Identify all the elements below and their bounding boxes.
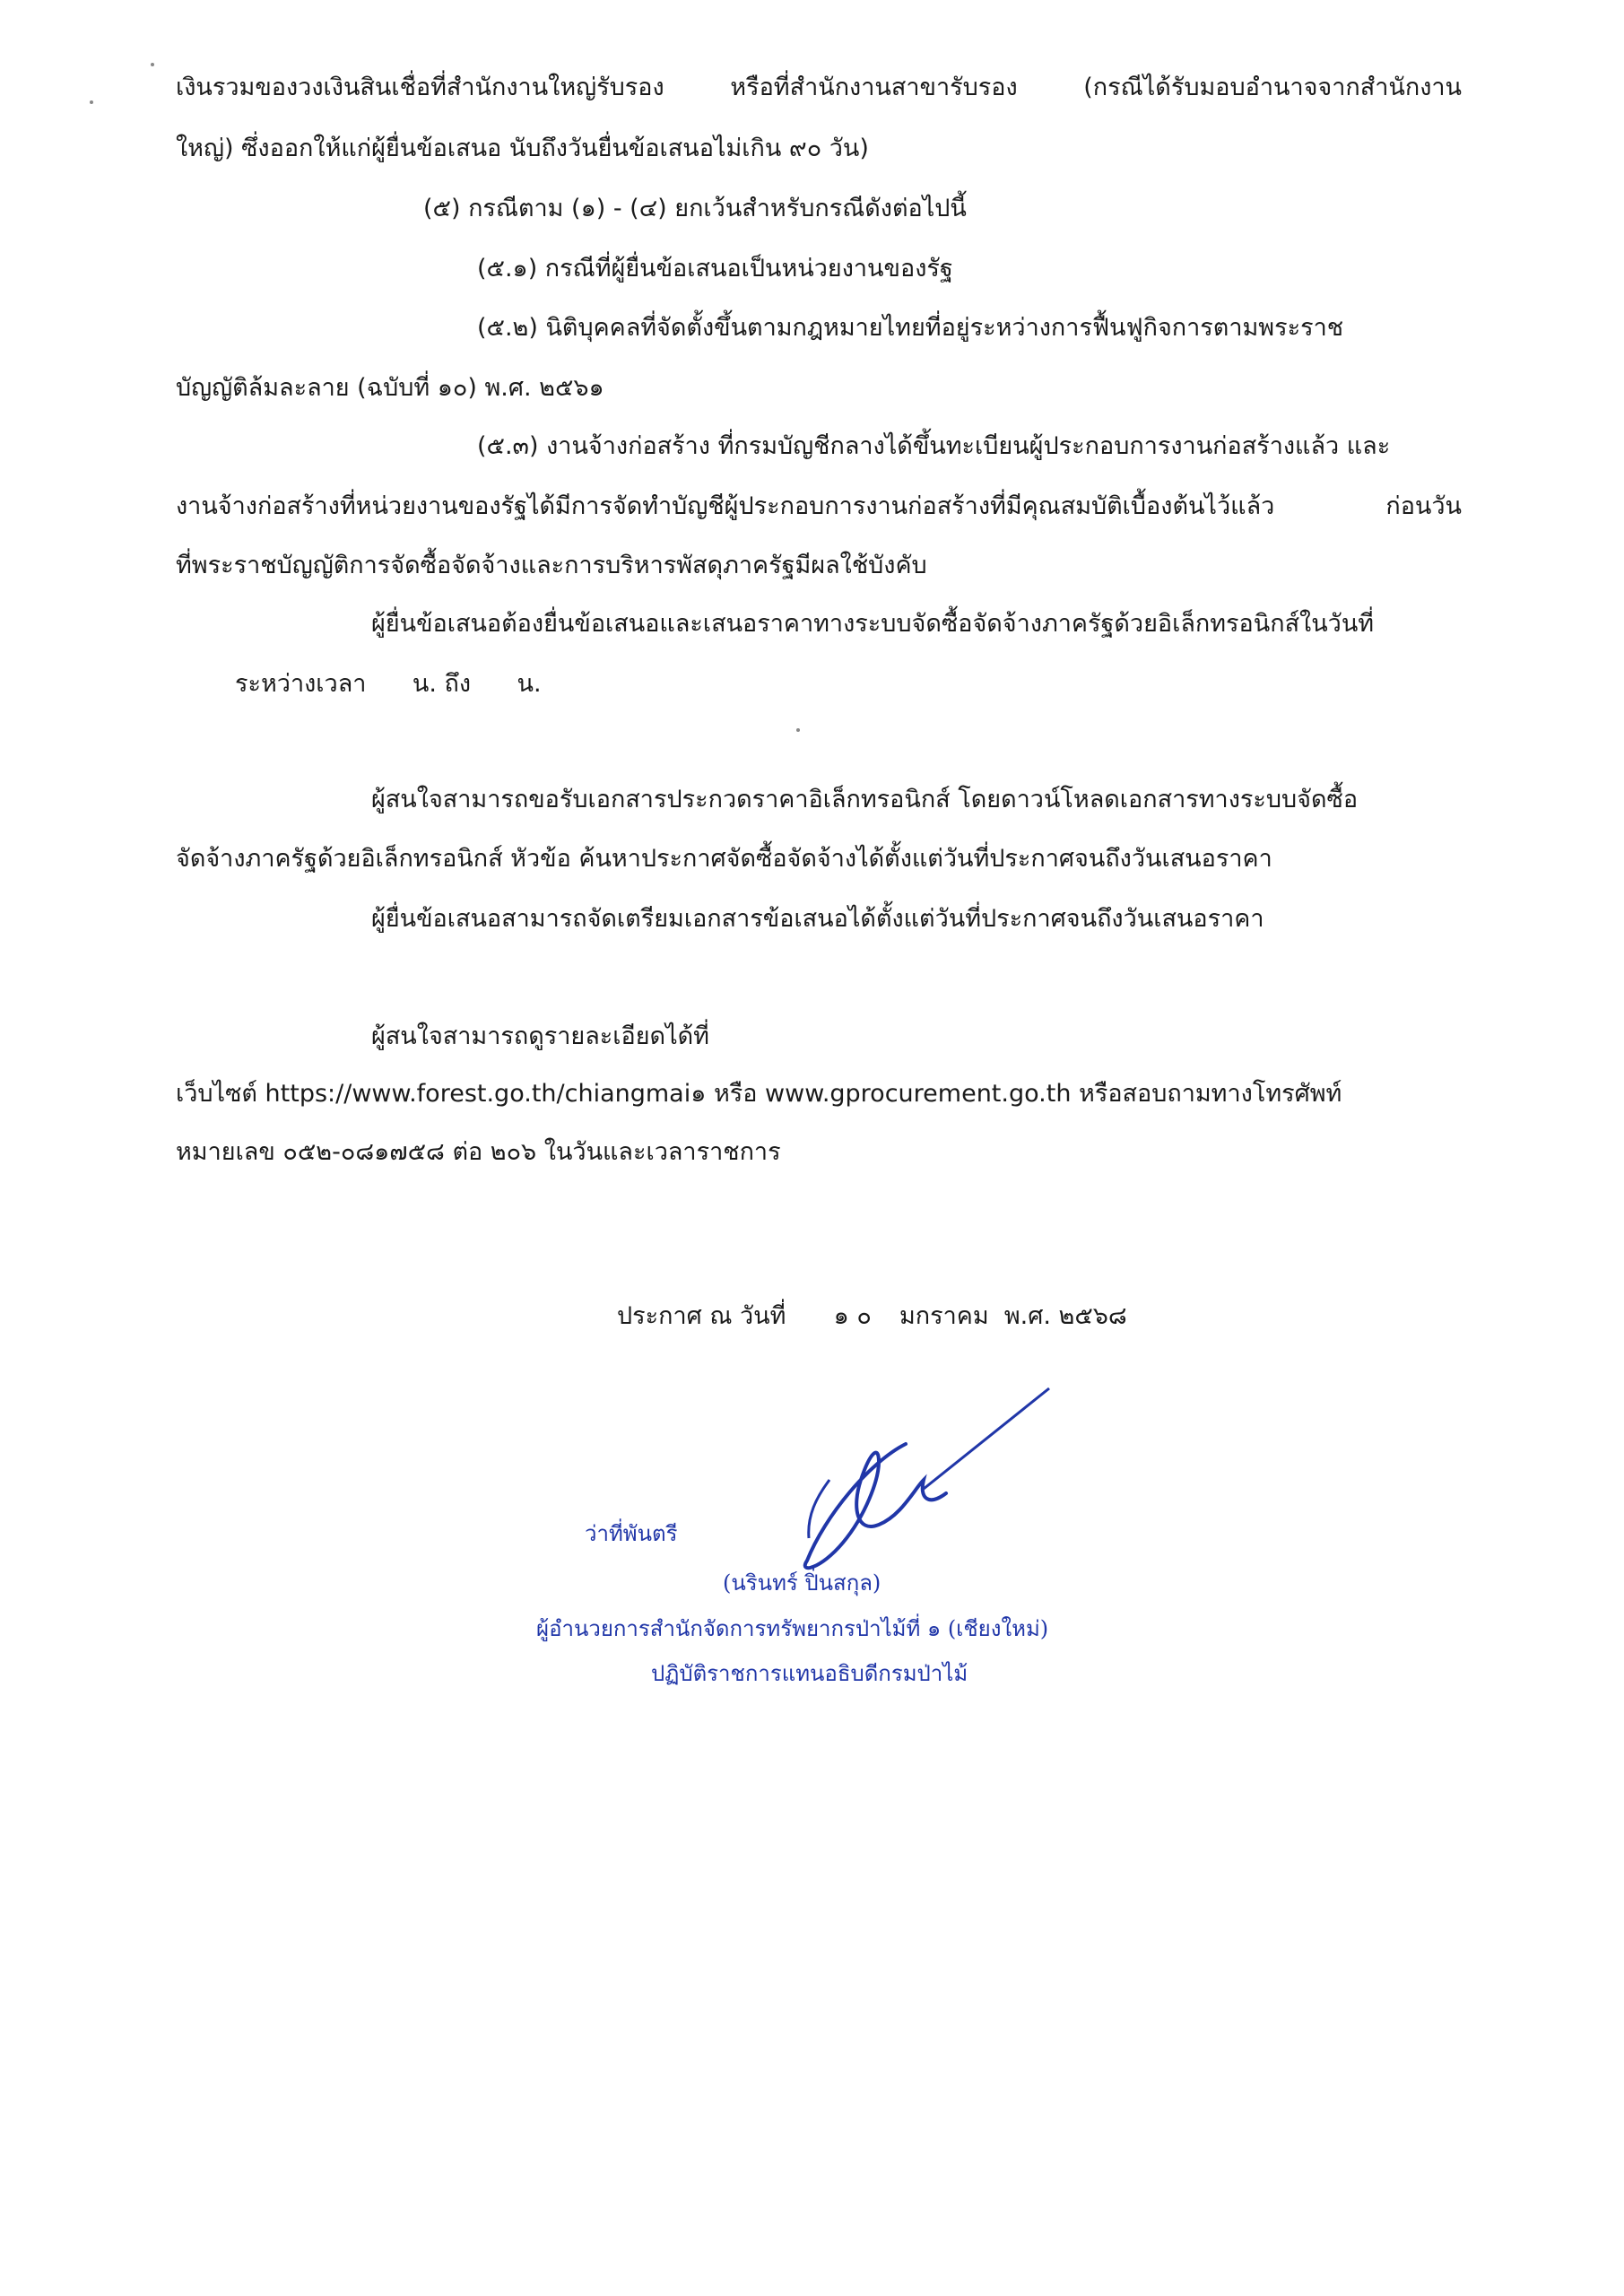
date-day: ๑ ๐ [833, 1302, 872, 1330]
date-month-year: มกราคม พ.ศ. ๒๕๖๘ [899, 1302, 1127, 1330]
paragraph-line: ใหญ่) ซึ่งออกให้แก่ผู้ยื่นข้อเสนอ นับถึงวันยื่นข้อเสนอไม่เกิน ๙๐ วัน) [176, 135, 869, 162]
website-line: เว็บไซต์ https://www.forest.go.th/chiangmai๑ หรือ www.gprocurement.go.th หรือสอบถามทางโทรศัพท์ [176, 1080, 1342, 1108]
submission-line: ผู้ยื่นข้อเสนอต้องยื่นข้อเสนอและเสนอราคาทางระบบจัดซื้อจัดจ้างภาครัฐด้วยอิเล็กทรอนิกส์ในวันที่ [371, 610, 1375, 638]
announcement-date [617, 1299, 1127, 1335]
clause-5-2-cont: บัญญัติล้มละลาย (ฉบับที่ ๑๐) พ.ศ. ๒๕๖๑ [176, 374, 604, 402]
phone-line: หมายเลข ๐๕๒-๐๘๑๗๕๘ ต่อ ๒๐๖ ในวันและเวลาราชการ [176, 1138, 781, 1166]
submission-time: ระหว่างเวลา น. ถึง น. [235, 670, 542, 698]
signatory-acting: ปฏิบัติราชการแทนอธิบดีกรมป่าไม้ [651, 1661, 968, 1686]
signatory-position: ผู้อำนวยการสำนักจัดการทรัพยากรป่าไม้ที่ ๑ (เชียงใหม่) [536, 1616, 1049, 1641]
interest-line: ผู้สนใจสามารถขอรับเอกสารประกวดราคาอิเล็กทรอนิกส์ โดยดาวน์โหลดเอกสารทางระบบจัดซื้อ [371, 786, 1359, 813]
date-prefix: ประกาศ ณ วันที่ [617, 1302, 786, 1330]
scan-speck [151, 63, 154, 66]
clause-5-3: (๕.๓) งานจ้างก่อสร้าง ที่กรมบัญชีกลางได้ขึ้นทะเบียนผู้ประกอบการงานก่อสร้างแล้ว และ [477, 432, 1391, 460]
interest-line: จัดจ้างภาครัฐด้วยอิเล็กทรอนิกส์ หัวข้อ ค้นหาประกาศจัดซื้อจัดจ้างได้ตั้งแต่วันที่ประกาศจนถึงวันเสนอราคา [176, 845, 1272, 873]
prepare-line: ผู้ยื่นข้อเสนอสามารถจัดเตรียมเอกสารข้อเสนอได้ตั้งแต่วันที่ประกาศจนถึงวันเสนอราคา [371, 905, 1264, 933]
handwritten-signature [744, 1381, 1067, 1578]
scan-speck [90, 100, 93, 104]
clause-5-3-cont: ที่พระราชบัญญัติการจัดซื้อจัดจ้างและการบริหารพัสดุภาครัฐมีผลใช้บังคับ [176, 552, 927, 579]
clause-5-2: (๕.๒) นิติบุคคลที่จัดตั้งขึ้นตามกฎหมายไทยที่อยู่ระหว่างการฟื้นฟูกิจการตามพระราช [477, 314, 1344, 342]
paragraph-line: เงินรวมของวงเงินสินเชื่อที่สำนักงานใหญ่รับรอง หรือที่สำนักงานสาขารับรอง (กรณีได้รับมอบอำนาจจากสำนักงาน [176, 74, 1462, 101]
scan-speck [796, 728, 800, 732]
details-intro: ผู้สนใจสามารถดูรายละเอียดได้ที่ [371, 1022, 709, 1050]
signatory-name: (นรินทร์ ปิ่นสกุล) [723, 1570, 881, 1596]
signatory-rank: ว่าที่พันตรี [585, 1521, 678, 1546]
clause-5-1: (๕.๑) กรณีที่ผู้ยื่นข้อเสนอเป็นหน่วยงานของรัฐ [477, 255, 953, 283]
clause-5-3-cont: งานจ้างก่อสร้างที่หน่วยงานของรัฐได้มีการจัดทำบัญชีผู้ประกอบการงานก่อสร้างที่มีคุณสมบัติเบื้องต้นไว้แล้ว ก่อนวัน [176, 492, 1462, 520]
clause-5: (๕) กรณีตาม (๑) - (๔) ยกเว้นสำหรับกรณีดังต่อไปนี้ [423, 195, 967, 222]
